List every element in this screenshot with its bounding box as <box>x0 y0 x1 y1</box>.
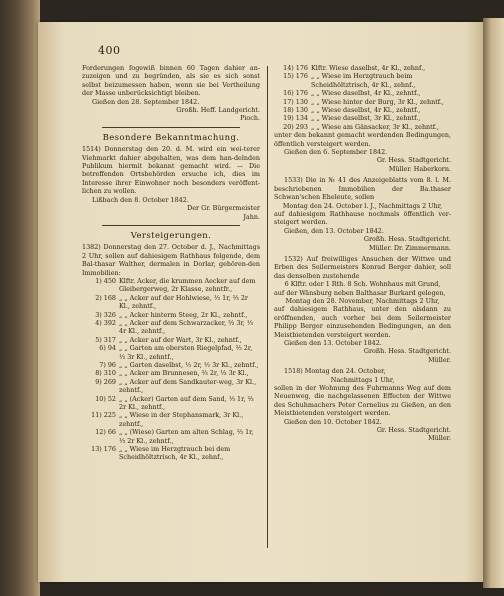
notice-1533-date: Gießen, den 13. October 1842. <box>284 226 384 235</box>
notice-1532-signature-name: Müller. <box>428 355 451 364</box>
notice-1532-text: auf dahiesigem Rathhaus, unter den alsdann zu eröffnenden, auch vorher bei dem Seilermeister Philipp Berger einzusehenden Bedingungen, an den Meistbietenden versteigert werden. <box>274 305 451 339</box>
notice-1518-when: Nachmittags 1 Uhr, <box>330 375 395 384</box>
list-item: 1) 450 Klftr. Acker, die krummen Aecker auf dem Gleibergerweg, 2r Klasse, zehntfr., <box>95 276 256 294</box>
notice-1533: 1533) Die in № 41 des Anzeigeblatts vom 8. l. M. beschriebenen Immobilien der Ba.thaser Schwan'schen Eheleute, sollen <box>274 176 451 202</box>
items-signature-names: Müller. Haberkorn. <box>388 164 451 173</box>
intro-paragraph: Forderungen fogewiß binnen 60 Tagen dahier an-zuzeigen und zu begründen, als sie es sich sonst selbst beizumessen haben, wenn sie bei Vertheilung der Masse unberücksichtigt bleiben. <box>82 64 260 98</box>
notice-date: Lißbach den 8. October 1842. <box>92 195 189 204</box>
notice-1518-date: Gießen den 10. October 1842. <box>284 417 382 426</box>
notice-signature-name: Jahn. <box>243 212 260 221</box>
notice-1518-text: sollen in der Wohnung des Fuhrmanns Weg auf dem Neuenweg, die nachgelassenen Effecten der Wittwe des Schuhmachers Peter Cornelius zu Gießen, an den Meistbietenden versteigert werden. <box>274 384 451 418</box>
intro-date: Gießen den 28. September 1842. <box>92 97 200 106</box>
divider-rule <box>102 127 240 128</box>
notice-1532-object: 6 Klftr. oder 1 Rth. 8 Sch. Wohnhaus mit Grund, <box>284 280 441 289</box>
list-item: 2) 168 „ „ Acker auf der Hohlwiese, ⅓ 1r, ⅔ 2r Kl., zehntf., <box>95 293 248 311</box>
notice-1533-when: Montag den 24. October l. J., Nachmittags 2 Uhr, <box>282 201 443 210</box>
auction-intro: 1382) Donnerstag den 27. October d. J., Nachmittags 2 Uhr, sollen auf dahiesigem Rathhaus folgende, dem Bal-thasar Walther, dermalen in Dorlar, gehören-den Immobilien: <box>82 243 260 277</box>
left-column <box>82 64 260 462</box>
notice-1518-heading: 1518) Montag den 24. October, <box>284 367 386 376</box>
list-item: 12) 66 „ „ (Wiese) Garten am alten Schlag, ⅔ 1r, ⅓ 2r Kl., zehntf., <box>95 428 254 445</box>
page-number: 400 <box>98 44 121 57</box>
section-heading-auctions: Versteigerungen. <box>130 230 212 241</box>
parcel-list-right <box>274 64 451 131</box>
list-item: 11) 225 „ „ Wiese in der Stephansmark, 3r Kl., zehntf., <box>91 411 244 428</box>
facing-page-edge <box>483 18 504 588</box>
notice-1532-place: auf der Wänsburg neben Balthasar Burkard gelegen, <box>274 288 446 297</box>
divider-rule <box>102 225 240 226</box>
notice-1533-signature-names: Müller. Dr. Zimmermann. <box>368 243 451 252</box>
section-heading-announcement: Besondere Bekanntmachung. <box>102 132 240 143</box>
intro-signature-court: Großh. Heff. Landgericht. <box>176 106 260 115</box>
list-item: 7) 96 „ „ Garten daselbst, ½ 2r, ½ 3r Kl., zehntf., <box>99 361 259 369</box>
list-item: 16) 176 „ „ Wiese daselbst, 4r Kl., zehntf., <box>283 89 421 98</box>
items-date: Gießen den 6. September 1842. <box>284 148 388 157</box>
column-divider <box>267 66 268 548</box>
notice-1532-date: Gießen den 13. October 1842. <box>284 339 382 347</box>
notice-signature-title: Der Gr. Bürgermeister <box>187 204 260 213</box>
notice-1532-when: Montag den 28. November, Nachmittags 2 Uhr, <box>285 296 440 305</box>
list-item: 18) 130 „ „ Wiese daselbst, 4r Kl., zehntf., <box>283 106 421 115</box>
items-tail: unter den bekannt gemacht werdenden Bedingungen, öffentlich versteigert werden. <box>274 131 451 148</box>
list-item: 19) 134 „ „ Wiese daselbst, 3r Kl., zehntf., <box>283 114 421 123</box>
list-item: 6) 94 „ „ Garten am obersten Riegelpfad, ⅔ 2r, ⅓ 3r Kl., zehntf., <box>99 344 253 361</box>
list-item: 5) 317 „ „ Acker auf der Wart, 3r Kl., zehntf., <box>95 335 242 344</box>
list-item: 15) 176 „ „ Wiese im Herzgtrauch beim Scheidhöltztrisch, 4r Kl., zehnf., <box>283 72 416 89</box>
notice-paragraph: 1514) Donnerstag den 20. d. M. wird ein wei-terer Viehmarkt dahier abgehalten, was dem han-delnden Publikum hiermit bekannt gemacht wird. — Die betreffenden Ortsbehörden ersuche ich, dies im Interesse ihrer Einwohner noch besonders veröffent-lichen zu wollen. <box>82 145 260 196</box>
items-signature-court: Gr. Hess. Stadtgericht. <box>376 156 451 165</box>
list-item: 17) 130 „ „ Wiese hinter der Burg, 3r Kl., zehntf., <box>283 97 444 106</box>
right-column <box>274 64 451 443</box>
list-item: 20) 293 „ „ Wiese am Gänsacker, 3r Kl., zehntf., <box>283 122 439 131</box>
intro-signature-name: Pioch. <box>240 114 260 123</box>
list-item: 9) 269 „ „ Acker auf dem Sandkauter-weg, 3r Kl., zehntf., <box>95 377 257 395</box>
list-item: 13) 176 „ „ Wiese im Herzgtrauch bei dem Scheidhöltztrisch, 4r Kl., zehnf., <box>91 445 231 462</box>
list-item: 4) 392 „ „ Acker auf dem Schwarzacker, ⅔ 3r, ⅓ 4r Kl., zehntf., <box>95 318 254 336</box>
notice-1518-signature-name: Müller. <box>428 434 451 443</box>
list-item: 10) 52 „ „ (Acker) Garten auf dem Sand, ⅓ 1r, ⅔ 2r Kl., zehntf., <box>95 394 254 412</box>
parcel-list-left <box>82 277 260 462</box>
list-item: 14) 176 Klftr. Wiese daselbst, 4r Kl., zehnf., <box>283 64 426 72</box>
notice-1533-text: auf dahiesigem Rathhause nochmals öffentlich ver-steigert werden. <box>274 209 451 227</box>
notice-1532: 1532) Auf freiwilliges Ansuchen der Wittwe und Erben des Seilermeisters Konrad Berger dahier, soll das denselben zustehende <box>274 254 451 280</box>
list-item: 3) 326 „ „ Acker hinterm Steeg, 2r Kl., zehntf., <box>95 310 248 319</box>
notice-1518-signature-court: Gr. Hess. Stadtgericht. <box>376 426 451 435</box>
list-item: 8) 310 „ „ Acker am Brunnesen, ⅔ 2r, ⅓ 3r Kl., <box>95 369 249 378</box>
book-binding <box>0 0 40 596</box>
notice-1533-signature-court: Großh. Hess. Stadtgericht. <box>363 235 451 244</box>
notice-1532-signature-court: Großh. Hess. Stadtgericht. <box>363 347 451 356</box>
